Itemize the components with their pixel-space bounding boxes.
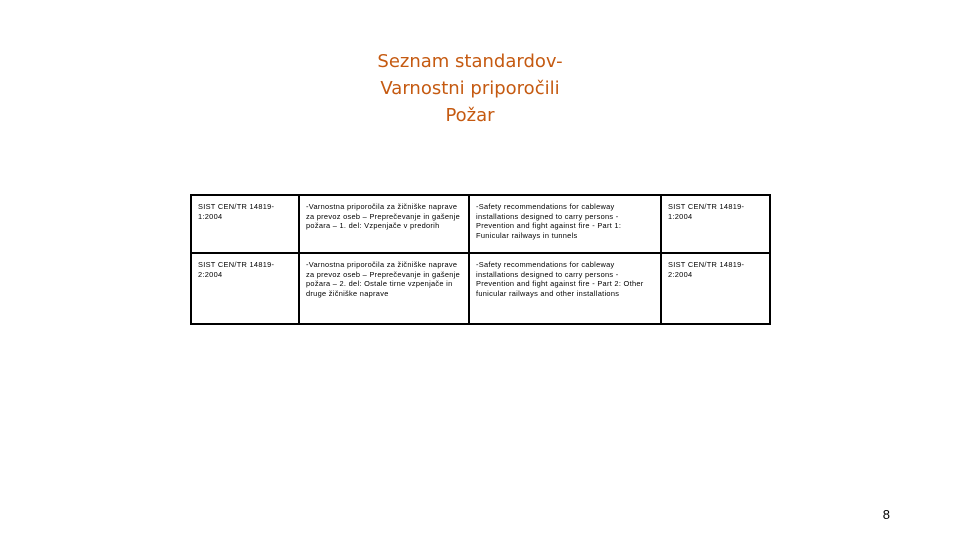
- standard-code-repeat-cell: SIST CEN/TR 14819-2:2004: [661, 253, 770, 324]
- slovene-title-cell: -Varnostna priporočila za žičniške naprave za prevoz oseb – Preprečevanje in gašenje požara – 2. del: Ostale tirne vzpenjače in druge žičniške naprave: [299, 253, 469, 324]
- standard-code-cell: SIST CEN/TR 14819-2:2004: [191, 253, 299, 324]
- slide-title-line-2: Varnostni priporočili: [380, 78, 560, 99]
- slide-title: [300, 48, 640, 129]
- standards-table: [190, 194, 771, 325]
- standard-code-repeat-cell: SIST CEN/TR 14819-1:2004: [661, 195, 770, 253]
- table-row: [191, 195, 770, 253]
- slide-title-line-3: Požar: [445, 105, 495, 126]
- standard-code-cell: SIST CEN/TR 14819-1:2004: [191, 195, 299, 253]
- slide-title-line-1: Seznam standardov-: [377, 51, 563, 72]
- page-number: 8: [882, 507, 890, 522]
- english-title-cell: -Safety recommendations for cableway installations designed to carry persons - Prevention and fight against fire - Part 1: Funicular railways in tunnels: [469, 195, 661, 253]
- table-row: [191, 253, 770, 324]
- slovene-title-cell: -Varnostna priporočila za žičniške naprave za prevoz oseb – Preprečevanje in gašenje požara – 1. del: Vzpenjače v predorih: [299, 195, 469, 253]
- english-title-cell: -Safety recommendations for cableway installations designed to carry persons - Prevention and fight against fire - Part 2: Other funicular railways and other installations: [469, 253, 661, 324]
